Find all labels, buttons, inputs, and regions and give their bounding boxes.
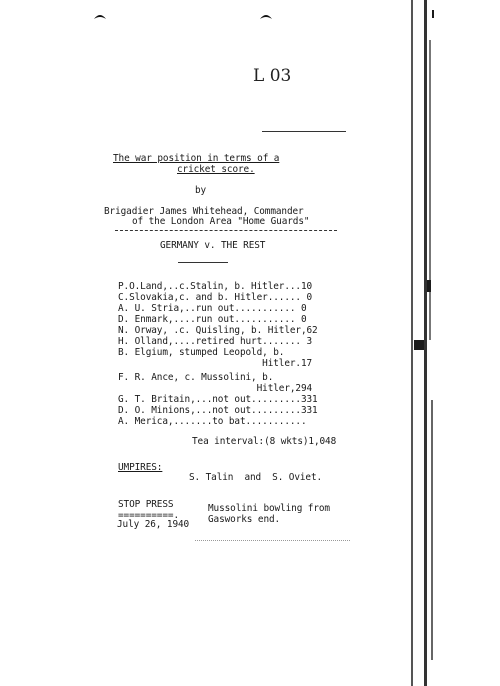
- scorecard-line: Hitler.17: [118, 358, 313, 369]
- title-line-2: cricket score.: [177, 164, 255, 175]
- author-line-2: of the London Area "Home Guards": [132, 216, 310, 227]
- faint-dotted-rule: [195, 540, 350, 541]
- scorecard-line: P.O.Land,..c.Stalin, b. Hitler...10: [118, 281, 313, 292]
- date-line: July 26, 1940: [117, 519, 190, 530]
- author-dashed-rule: [115, 230, 337, 231]
- scorecard-line: D. O. Minions,...not out.........331: [118, 405, 318, 416]
- match-title: GERMANY v. THE REST: [160, 240, 266, 251]
- umpires-label: UMPIRES:: [118, 462, 163, 473]
- scorecard-line: B. Elgium, stumped Leopold, b.: [118, 347, 285, 358]
- stop-press-label: STOP PRESS: [118, 499, 174, 510]
- stop-press-line-2: Gasworks end.: [208, 514, 281, 525]
- stop-press-line-1: Mussolini bowling from: [208, 503, 330, 514]
- author-line-1: Brigadier James Whitehead, Commander: [104, 206, 304, 217]
- scorecard-line: G. T. Britain,...not out.........331: [118, 394, 318, 405]
- match-title-rule: [178, 262, 228, 263]
- scorecard-line: A. U. Stria,..run out........... 0: [118, 303, 307, 314]
- punch-hole-right-icon: [259, 12, 273, 20]
- scorecard-line: F. R. Ance, c. Mussolini, b.: [118, 372, 274, 383]
- scorecard-line: N. Orway, .c. Quisling, b. Hitler,62: [118, 325, 318, 336]
- handwritten-reference: L 03: [253, 66, 292, 86]
- umpires-names: S. Talin and S. Oviet.: [189, 472, 323, 483]
- scorecard-line: D. Enmark,....run out........... 0: [118, 314, 307, 325]
- scorecard-line: A. Merica,.......to bat...........: [118, 416, 307, 427]
- scorecard-line: Hitler,294: [118, 383, 313, 394]
- tea-interval: Tea interval:(8 wkts)1,048: [192, 436, 337, 447]
- by-label: by: [195, 185, 207, 196]
- stop-press-rule: ==========.: [118, 510, 179, 521]
- top-rule: [262, 131, 346, 132]
- punch-hole-left-icon: [93, 12, 107, 20]
- scorecard-line: H. Olland,....retired hurt....... 3: [118, 336, 313, 347]
- title-line-1: The war position in terms of a: [113, 153, 280, 164]
- scorecard-line: C.Slovakia,c. and b. Hitler...... 0: [118, 292, 313, 303]
